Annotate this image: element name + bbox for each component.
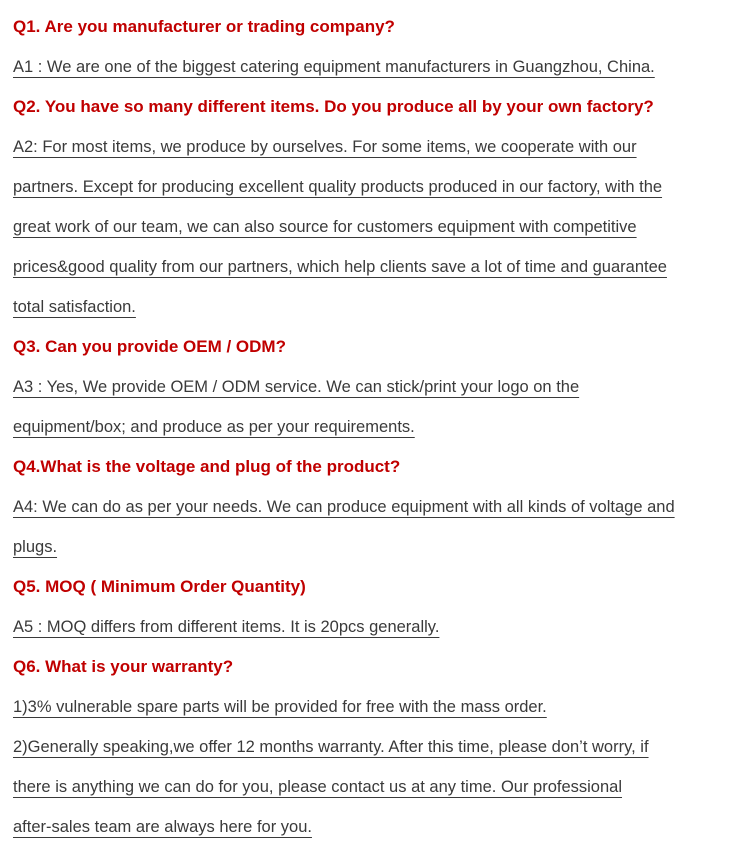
answer-text: partners. Except for producing excellent quality products produced in our factory, with the (13, 178, 663, 196)
question-line: Q5. MOQ ( Minimum Order Quantity) (13, 577, 306, 596)
answer-text: 1)3% vulnerable spare parts will be provided for free with the mass order. (13, 698, 547, 716)
answer-line (13, 127, 748, 167)
answer-line (13, 287, 748, 327)
answer-line (13, 367, 748, 407)
question-line: Q6. What is your warranty? (13, 657, 234, 676)
answer-line (13, 407, 748, 447)
answer-text: plugs. (13, 538, 58, 556)
answer-text: 2)Generally speaking,we offer 12 months warranty. After this time, please don’t worry, if (13, 738, 649, 756)
question-line: Q3. Can you provide OEM / ODM? (13, 337, 286, 356)
question-line: Q1. Are you manufacturer or trading company? (13, 17, 395, 36)
answer-line (13, 607, 748, 647)
answer-text: A5 : MOQ differs from different items. It is 20pcs generally. (13, 618, 440, 636)
answer-line (13, 487, 748, 527)
answer-text: equipment/box; and produce as per your requirements. (13, 418, 415, 436)
answer-line (13, 247, 748, 287)
question-line: Q2. You have so many different items. Do you produce all by your own factory? (13, 97, 654, 116)
question-line: Q4.What is the voltage and plug of the product? (13, 457, 401, 476)
answer-text: A1 : We are one of the biggest catering equipment manufacturers in Guangzhou, China. (13, 58, 655, 76)
answer-line (13, 687, 748, 727)
answer-text: total satisfaction. (13, 298, 136, 316)
answer-line (13, 47, 748, 87)
answer-text: A2: For most items, we produce by ourselves. For some items, we cooperate with our (13, 138, 637, 156)
answer-text: prices&good quality from our partners, which help clients save a lot of time and guarantee (13, 258, 667, 276)
answer-line (13, 767, 748, 807)
answer-text: great work of our team, we can also source for customers equipment with competitive (13, 218, 637, 236)
answer-text: there is anything we can do for you, please contact us at any time. Our professional (13, 778, 623, 796)
answer-text: A4: We can do as per your needs. We can produce equipment with all kinds of voltage and (13, 498, 675, 516)
answer-text: A3 : Yes, We provide OEM / ODM service. We can stick/print your logo on the (13, 378, 580, 396)
answer-text: after-sales team are always here for you. (13, 818, 312, 836)
faq-list (13, 7, 748, 847)
answer-line (13, 807, 748, 847)
answer-line (13, 207, 748, 247)
answer-line (13, 167, 748, 207)
answer-line (13, 727, 748, 767)
answer-line (13, 527, 748, 567)
